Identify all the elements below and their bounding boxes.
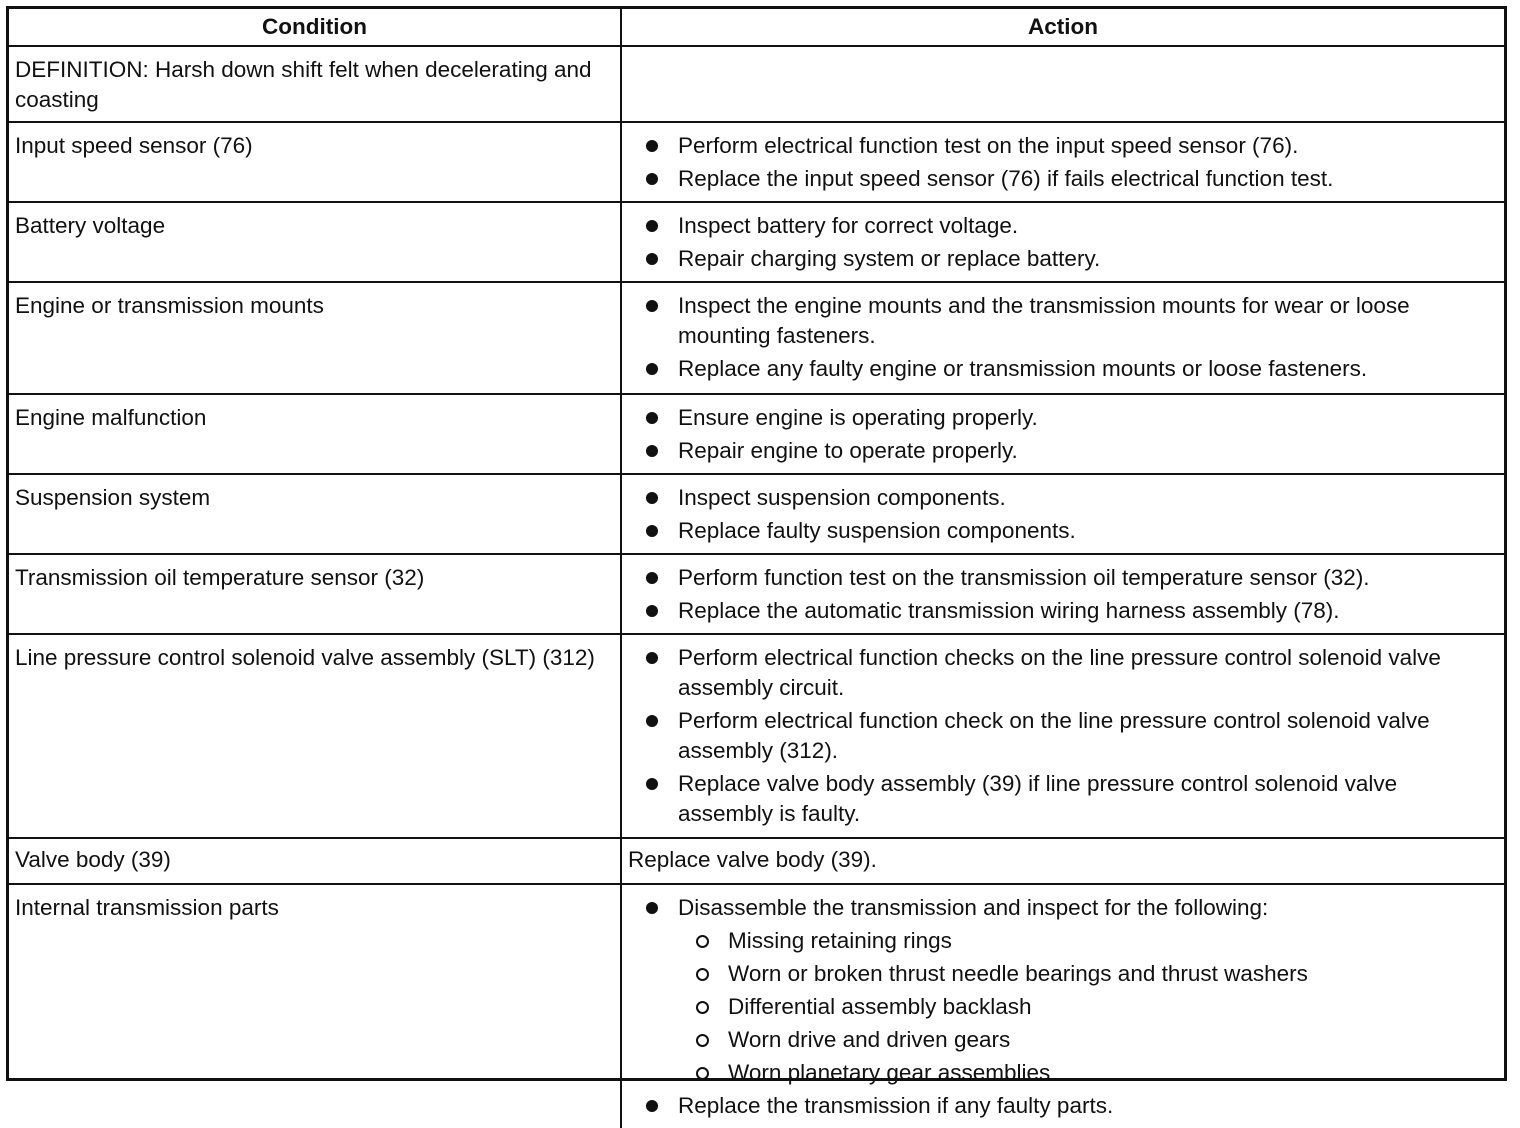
action-item [628, 436, 1494, 466]
action-text: Disassemble the transmission and inspect for the following: [678, 895, 1269, 920]
action-item [628, 291, 1494, 351]
action-cell [621, 394, 1504, 474]
action-cell [621, 634, 1504, 838]
table-row [9, 122, 1504, 202]
bullet-icon [646, 363, 658, 375]
action-cell [621, 282, 1504, 394]
bullet-icon [646, 492, 658, 504]
condition-cell: Engine or transmission mounts [9, 282, 621, 394]
condition-cell: Suspension system [9, 474, 621, 554]
action-item [628, 643, 1494, 703]
condition-cell: Line pressure control solenoid valve assembly (SLT) (312) [9, 634, 621, 838]
sub-action-text: Differential assembly backlash [728, 994, 1032, 1019]
action-list [628, 563, 1494, 626]
action-item [628, 893, 1494, 1088]
diagnosis-table [9, 9, 1504, 1128]
action-text: Inspect the engine mounts and the transmission mounts for wear or loose mounting fasteners. [678, 293, 1410, 348]
hollow-bullet-icon [696, 968, 709, 981]
header-action: Action [621, 9, 1504, 46]
action-cell [621, 554, 1504, 634]
action-list [628, 483, 1494, 546]
bullet-icon [646, 902, 658, 914]
table-row [9, 202, 1504, 282]
header-condition: Condition [9, 9, 621, 46]
action-text: Inspect battery for correct voltage. [678, 213, 1019, 238]
condition-cell: Engine malfunction [9, 394, 621, 474]
condition-cell: Valve body (39) [9, 838, 621, 884]
condition-cell: Battery voltage [9, 202, 621, 282]
bullet-icon [646, 715, 658, 727]
sub-action-item [678, 926, 1494, 956]
hollow-bullet-icon [696, 1001, 709, 1014]
table-row [9, 394, 1504, 474]
diagnosis-table-container [6, 6, 1507, 1118]
sub-action-item [678, 1025, 1494, 1055]
action-list [628, 131, 1494, 194]
bullet-icon [646, 605, 658, 617]
action-cell [621, 122, 1504, 202]
action-item [628, 706, 1494, 766]
action-list [628, 403, 1494, 466]
header-row [9, 9, 1504, 46]
table-row [9, 838, 1504, 884]
bullet-icon [646, 525, 658, 537]
sub-action-item [678, 959, 1494, 989]
bullet-icon [646, 140, 658, 152]
bullet-icon [646, 652, 658, 664]
bullet-icon [646, 253, 658, 265]
action-item [628, 516, 1494, 546]
action-text: Perform electrical function check on the line pressure control solenoid valve assembly (312). [678, 708, 1430, 763]
action-cell [621, 884, 1504, 1128]
action-text: Replace any faulty engine or transmission mounts or loose fasteners. [678, 356, 1368, 381]
condition-cell: Input speed sensor (76) [9, 122, 621, 202]
action-cell [621, 838, 1504, 884]
action-text: Repair charging system or replace battery. [678, 246, 1101, 271]
action-text: Replace the input speed sensor (76) if fails electrical function test. [678, 166, 1334, 191]
sub-action-item [678, 992, 1494, 1022]
action-text: Perform function test on the transmission oil temperature sensor (32). [678, 565, 1370, 590]
action-text: Replace faulty suspension components. [678, 518, 1076, 543]
bullet-icon [646, 572, 658, 584]
sub-action-text: Missing retaining rings [728, 928, 952, 953]
action-list [628, 893, 1494, 1121]
action-item [628, 354, 1494, 384]
condition-cell: Transmission oil temperature sensor (32) [9, 554, 621, 634]
sub-action-text: Worn planetary gear assemblies [728, 1060, 1051, 1085]
action-cell [621, 46, 1504, 122]
table-row [9, 282, 1504, 394]
sub-action-item [678, 1058, 1494, 1088]
action-item [628, 563, 1494, 593]
bullet-icon [646, 300, 658, 312]
action-text: Inspect suspension components. [678, 485, 1006, 510]
action-text: Replace valve body assembly (39) if line pressure control solenoid valve assembly is faulty. [678, 771, 1398, 826]
hollow-bullet-icon [696, 1034, 709, 1047]
action-text: Repair engine to operate properly. [678, 438, 1018, 463]
action-list [628, 291, 1494, 384]
action-text: Perform electrical function test on the input speed sensor (76). [678, 133, 1299, 158]
action-item [628, 1091, 1494, 1121]
action-item [628, 769, 1494, 829]
action-text: Ensure engine is operating properly. [678, 405, 1038, 430]
action-cell [621, 202, 1504, 282]
bullet-icon [646, 445, 658, 457]
action-item [628, 596, 1494, 626]
action-item [628, 131, 1494, 161]
action-item [628, 211, 1494, 241]
action-item [628, 244, 1494, 274]
bullet-icon [646, 412, 658, 424]
bullet-icon [646, 173, 658, 185]
action-text: Perform electrical function checks on the line pressure control solenoid valve assembly circuit. [678, 645, 1441, 700]
sub-action-text: Worn or broken thrust needle bearings and thrust washers [728, 961, 1308, 986]
bullet-icon [646, 1100, 658, 1112]
table-row [9, 554, 1504, 634]
hollow-bullet-icon [696, 1067, 709, 1080]
action-item [628, 403, 1494, 433]
table-row [9, 474, 1504, 554]
action-cell [621, 474, 1504, 554]
action-list [628, 643, 1494, 829]
action-item [628, 483, 1494, 513]
action-text: Replace valve body (39). [628, 847, 877, 872]
action-list [628, 211, 1494, 274]
table-row [9, 634, 1504, 838]
bullet-icon [646, 778, 658, 790]
table-row [9, 884, 1504, 1128]
sub-action-list [678, 926, 1494, 1088]
action-item [628, 164, 1494, 194]
action-text: Replace the transmission if any faulty parts. [678, 1093, 1114, 1118]
bullet-icon [646, 220, 658, 232]
action-text: Replace the automatic transmission wiring harness assembly (78). [678, 598, 1340, 623]
condition-cell: Internal transmission parts [9, 884, 621, 1128]
table-row [9, 46, 1504, 122]
sub-action-text: Worn drive and driven gears [728, 1027, 1011, 1052]
hollow-bullet-icon [696, 935, 709, 948]
condition-cell: DEFINITION: Harsh down shift felt when decelerating and coasting [9, 46, 621, 122]
